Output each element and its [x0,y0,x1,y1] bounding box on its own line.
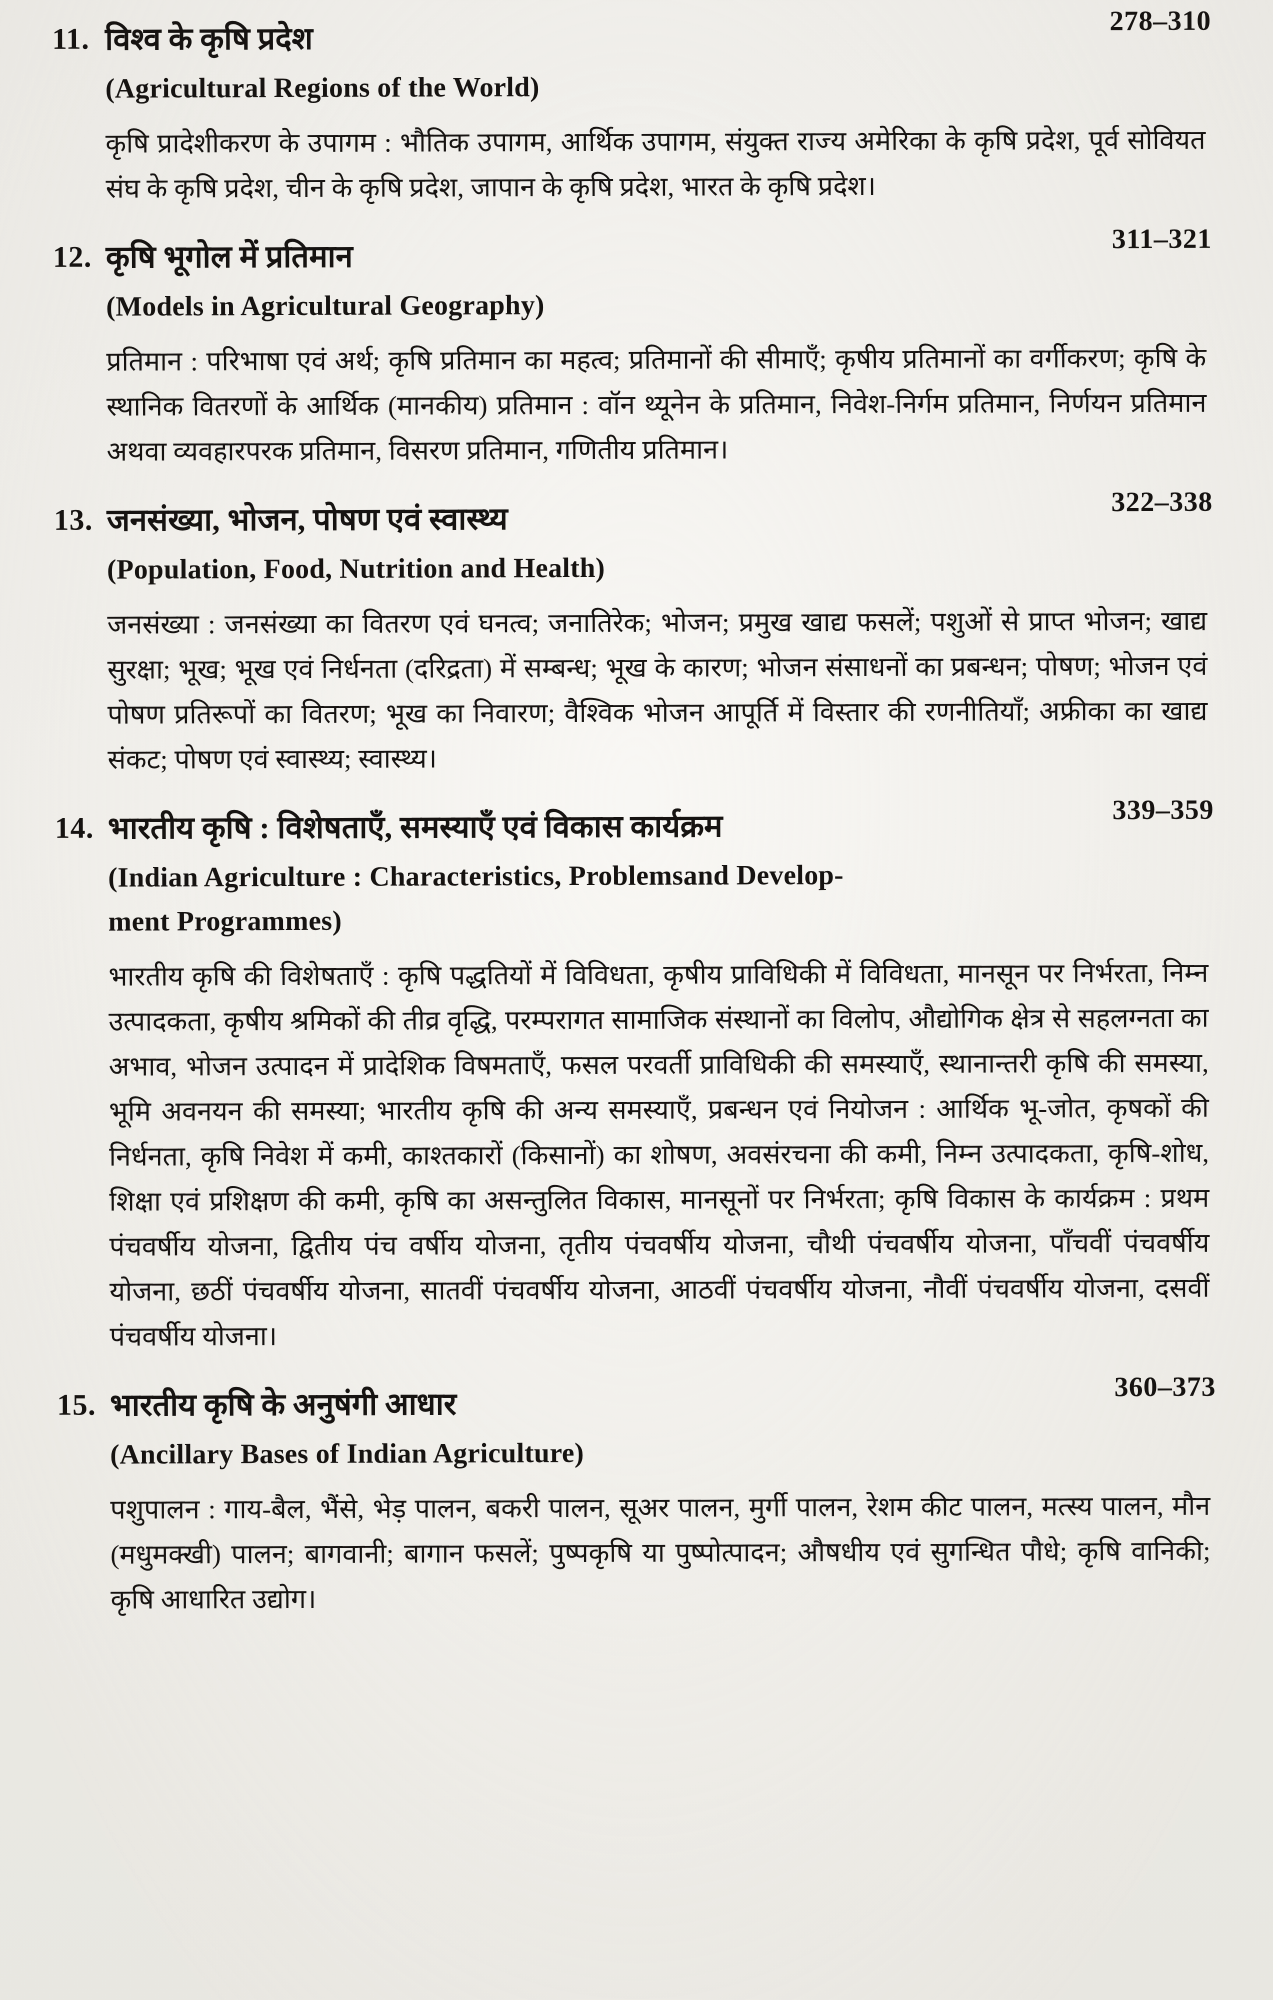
chapter-number: 15. [56,1388,96,1422]
chapter-title-hindi: भारतीय कृषि के अनुषंगी आधार [109,1386,457,1423]
page-range: 339–359 [1112,794,1214,827]
chapter-description: कृषि प्रादेशीकरण के उपागम : भौतिक उपागम, आर्थिक उपागम, संयुक्त राज्य अमेरिका के कृषि प्रदेश, पूर्व सोवियत संघ के कृषि प्रदेश, चीन के कृषि प्रदेश, जापान के कृषि प्रदेश, भारत के कृषि प्रदेश। [105,124,1206,204]
chapter-title-hindi: भारतीय कृषि : विशेषताएँ, समस्याएँ एवं विकास कार्यक्रम [107,808,723,846]
chapter-number: 13. [53,503,93,537]
chapter-titles [110,1378,1103,1477]
chapter-number: 11. [52,22,90,56]
chapter-titles [106,230,1100,329]
chapter-number: 14. [54,811,94,845]
chapter-description: पशुपालन : गाय-बैल, भैंसे, भेड़ पालन, बकरी पालन, सूअर पालन, मुर्गी पालन, रेशम कीट पालन, मत्स्य पालन, मौन (मधुमक्खी) पालन; बागवानी; बागान फसलें; पुष्पकृषि या पुष्पोत्पादन; औषधीय एवं सुगन्धित पौधे; कृषि वानिकी; कृषि आधारित उद्योग। [110,1490,1211,1615]
chapter-title-english: (Agricultural Regions of the World) [105,72,540,105]
chapter-titles [107,493,1100,592]
chapter-title-english: (Models in Agricultural Geography) [106,290,545,323]
toc-entry [52,5,1212,212]
chapter-description: जनसंख्या : जनसंख्या का वितरण एवं घनत्व; जनातिरेक; भोजन; प्रमुख खाद्य फसलें; पशुओं से प्राप्त भोजन; खाद्य सुरक्षा; भूख; भूख एवं निर्धनता (दरिद्रता) में सम्बन्ध; भूख के कारण; भोजन संसाधनों का प्रबन्धन; पोषण; भोजन एवं पोषण प्रतिरूपों का वितरण; भूख का निवारण; वैश्विक भोजन आपूर्ति में विस्तार की रणनीतियाँ; अफ्रीका का खाद्य संकट; पोषण एवं स्वास्थ्य; स्वास्थ्य। [107,605,1208,775]
toc-entry [56,1371,1217,1623]
chapter-number: 12. [52,240,92,274]
chapter-heading [52,223,1212,330]
chapter-title-english: (Ancillary Bases of Indian Agriculture) [110,1437,585,1471]
chapter-description: भारतीय कृषि की विशेषताएँ : कृषि पद्धतियों में विविधता, कृषीय प्राविधिकी में विविधता, मानसून पर निर्भरता, निम्न उत्पादकता, कृषीय श्रमिकों की तीव्र वृद्धि, परम्परागत सामाजिक संस्थानों का विलोप, औद्योगिक क्षेत्र से सहलग्नता का अभाव, भोजन उत्पादन में प्रादेशिक विषमताएँ, फसल परवर्ती प्राविधिकी की समस्याएँ, स्थानान्तरी कृषि की समस्या, भूमि अवनयन की समस्या; भारतीय कृषि की अन्य समस्याएँ, प्रबन्धन एवं नियोजन : आर्थिक भू-जोत, कृषकों की निर्धनता, कृषि निवेश में कमी, काश्तकारों (किसानों) का शोषण, अवसंरचना की कमी, निम्न उत्पादकता, कृषि-शोध, शिक्षा एवं प्रशिक्षण की कमी, कृषि का असन्तुलित विकास, मानसूनों पर निर्भरता; कृषि विकास के कार्यक्रम : प्रथम पंचवर्षीय योजना, द्वितीय पंच वर्षीय योजना, तृतीय पंचवर्षीय योजना, चौथी पंचवर्षीय योजना, पाँचवीं पंचवर्षीय योजना, छठीं पंचवर्षीय योजना, सातवीं पंचवर्षीय योजना, आठवीं पंचवर्षीय योजना, नौवीं पंचवर्षीय योजना, दसवीं पंचवर्षीय योजना। [108,957,1210,1352]
chapter-title-english: (Indian Agriculture : Characteristics, Problemsand Develop- ment Programmes) [108,860,844,938]
page-range: 311–321 [1111,223,1212,256]
chapter-title-hindi: विश्व के कृषि प्रदेश [105,20,313,57]
page-range: 322–338 [1111,486,1213,519]
chapter-title-hindi: जनसंख्या, भोजन, पोषण एवं स्वास्थ्य [106,501,508,538]
toc-entry [54,794,1216,1360]
chapter-description: प्रतिमान : परिभाषा एवं अर्थ; कृषि प्रतिमान का महत्व; प्रतिमानों की सीमाएँ; कृषीय प्रतिमानों का वर्गीकरण; कृषि के स्थानिक वितरणों के आर्थिक (मानकीय) प्रतिमान : वॉन थ्यूनेन के प्रतिमान, निवेश-निर्गम प्रतिमान, निर्णयन प्रतिमान अथवा व्यवहारपरक प्रतिमान, विसरण प्रतिमान, गणितीय प्रतिमान। [106,342,1207,467]
chapter-title-english: (Population, Food, Nutrition and Health) [106,552,606,586]
chapter-heading [56,1371,1216,1478]
chapter-titles [105,12,1098,111]
chapter-heading [54,794,1214,945]
page-range: 360–373 [1114,1371,1216,1404]
chapter-titles [108,801,1101,944]
chapter-heading [53,486,1213,593]
page-range: 278–310 [1109,5,1212,38]
chapter-title-hindi: कृषि भूगोल में प्रतिमान [105,238,353,275]
toc-entry [52,223,1213,475]
chapter-heading [52,5,1212,112]
toc-entry [53,486,1214,783]
